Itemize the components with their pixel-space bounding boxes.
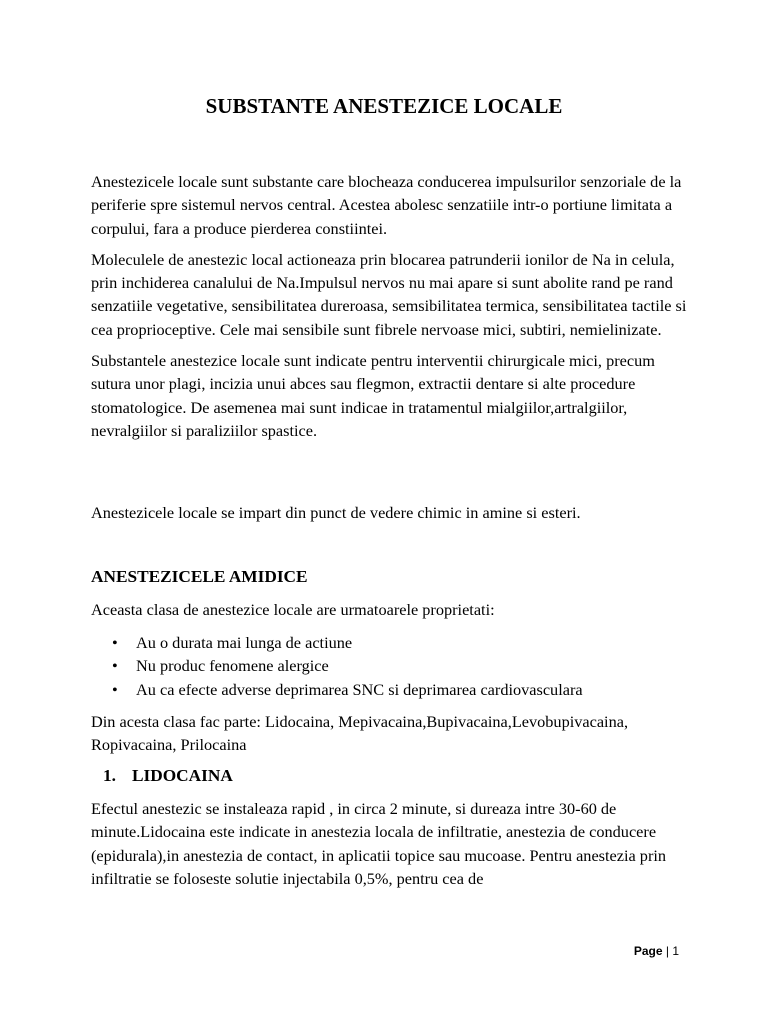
page-separator: | [665, 944, 669, 958]
members-paragraph: Din acesta clasa fac parte: Lidocaina, Mepivacaina,Bupivacaina,Levobupivacaina, Ropivacaina, Prilocaina [91, 712, 629, 755]
intro-paragraph-3: Substantele anestezice locale sunt indicate pentru interventii chirurgicale mici, precum sutura unor plagi, incizia unui abces sau flegmon, extractii dentare si alte procedure stomatologice. De asemenea mai sunt indicae in tratamentul mialgiilor,artralgiilor, nevralgiilor si paraliziilor spastice. [91, 351, 655, 440]
intro-paragraph-2: Moleculele de anestezic local actioneaza prin blocarea patrunderii ionilor de Na in celula, prin inchiderea canalului de Na.Impulsul nervos nu mai apare si sunt abolite rand pe rand senzatiile vegetative, sensibilitatea dureroasa, semsibilitatea termica, sensibilitatea tactile si cea proprioceptive. Cele mai sensibile sunt fibrele nervoase mici, subtiri, nemielinizate. [91, 249, 687, 339]
page-label: Page [633, 944, 663, 958]
subsection-number: 1. [103, 766, 116, 785]
list-item-text: Nu produc fenomene alergice [136, 656, 329, 676]
list-item-text: Au o durata mai lunga de actiune [136, 633, 353, 652]
list-item [112, 631, 583, 654]
bullet-icon: • [112, 656, 118, 676]
subsection-title: LIDOCAINA [132, 766, 233, 785]
lidocaina-paragraph: Efectul anestezic se instaleaza rapid , in circa 2 minute, si dureaza intre 30-60 de minute.Lidocaina este indicate in anestezia locala de infiltratie, anestezia de conducere (epidurala),in anestezia de contact, in aplicatii topice sau mucoase. Pentru anestezia prin infiltratie se foloseste solutie injectabila 0,5%, pentru cea de [91, 799, 667, 888]
document-title: SUBSTANTE ANESTEZICE LOCALE [205, 94, 563, 118]
properties-list [112, 631, 583, 701]
bullet-icon: • [112, 679, 118, 699]
subsection-heading-lidocaina [103, 764, 233, 788]
page-footer [634, 942, 679, 960]
bullet-icon: • [112, 633, 118, 652]
list-item-text: Au ca efecte adverse deprimarea SNC si deprimarea cardiovasculara [136, 679, 583, 699]
section-heading-amidice: ANESTEZICELE AMIDICE [91, 567, 308, 586]
list-item [112, 654, 583, 677]
classification-paragraph: Anestezicele locale se impart din punct de vedere chimic in amine si esteri. [91, 503, 581, 522]
page-number: 1 [672, 944, 679, 958]
section-intro-paragraph: Aceasta clasa de anestezice locale are urmatoarele proprietati: [91, 600, 495, 619]
intro-paragraph-1: Anestezicele locale sunt substante care blocheaza conducerea impulsurilor senzoriale de la periferie spre sistemul nervos central. Acestea abolesc senzatiile intr-o portiune limitata a corpului, fara a produce pierderea constiintei. [91, 172, 682, 238]
list-item [112, 678, 583, 701]
intro-section [91, 170, 691, 442]
